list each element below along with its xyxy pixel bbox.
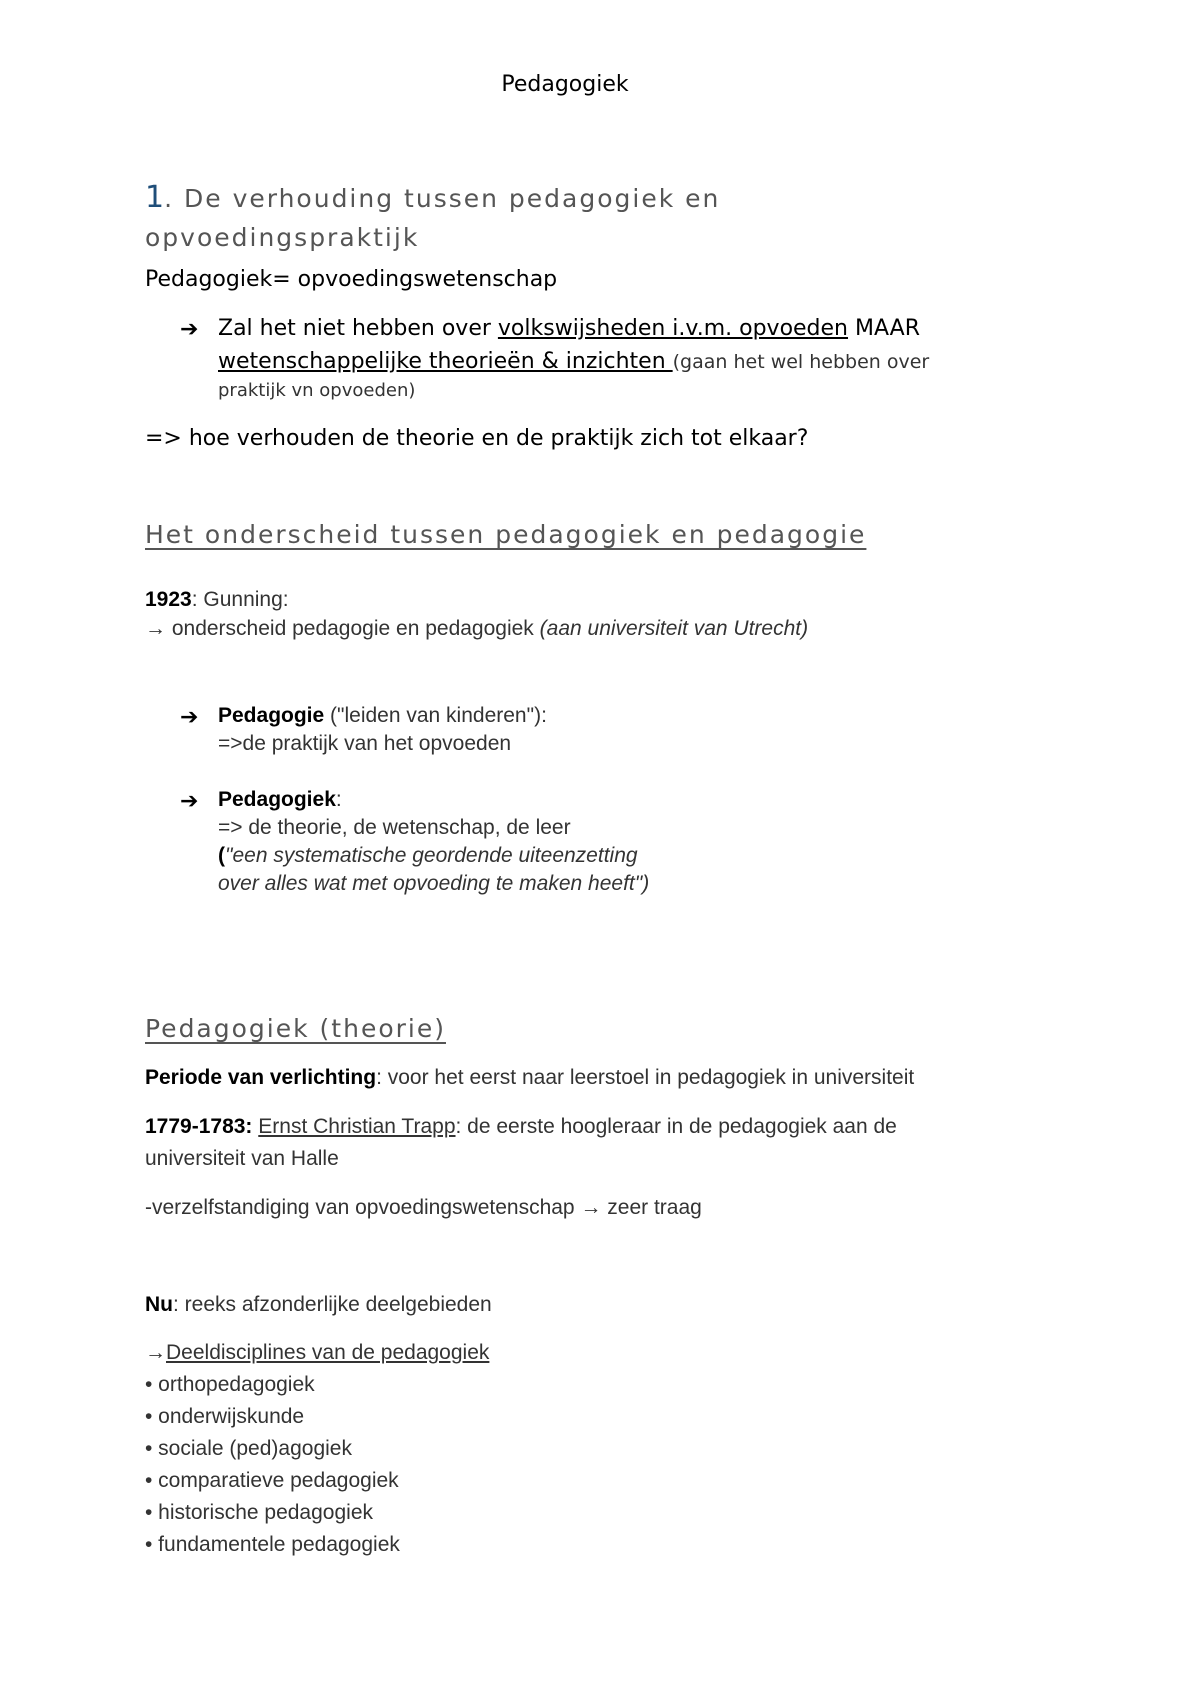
- subdisciplines-heading: [145, 1341, 489, 1365]
- item2-line4: over alles wat met opvoeding te maken heeft"): [218, 872, 650, 895]
- bullet-note-1: (gaan het wel hebben over: [672, 351, 930, 373]
- item2-quote-1: "een systematische geordende uiteenzetting: [225, 844, 638, 867]
- list-item: • orthopedagogiek: [145, 1373, 315, 1396]
- section1-definition: Pedagogiek= opvoedingswetenschap: [145, 267, 558, 292]
- item2-open-paren: (: [218, 844, 225, 867]
- section1-heading: [145, 180, 720, 215]
- trapp-name: Ernst Christian Trapp: [258, 1115, 456, 1138]
- list-item: • fundamentele pedagogiek: [145, 1533, 400, 1556]
- subdisciplines-title: Deeldisciplines van de pedagogiek: [166, 1341, 490, 1364]
- bullet-underline-1: volkswijsheden i.v.m. opvoeden: [497, 316, 849, 341]
- item1-arrow-icon: ➔: [180, 704, 199, 729]
- right-arrow-icon-2: →: [580, 1196, 602, 1219]
- section3-p2-line2: universiteit van Halle: [145, 1147, 339, 1170]
- p3-pre: -verzelfstandiging van opvoedingswetenschap: [145, 1196, 581, 1219]
- item2-arrow-icon: ➔: [180, 788, 199, 813]
- section3-p2: [145, 1115, 897, 1139]
- list-item: • historische pedagogiek: [145, 1501, 373, 1524]
- p3-rest: zeer traag: [601, 1196, 702, 1219]
- section1-number: 1: [145, 180, 165, 215]
- item1-term: Pedagogie: [218, 704, 325, 727]
- section1-bullet-line1: [218, 316, 920, 341]
- distinction-text: onderscheid pedagogie en pedagogiek: [166, 617, 540, 640]
- section1-question: => hoe verhouden de theorie en de praktijk zich tot elkaar?: [145, 426, 809, 451]
- section1-bullet-line2: [218, 349, 929, 374]
- item1-rest: ("leiden van kinderen"):: [324, 704, 547, 727]
- section1-bullet-note-2: praktijk vn opvoeden): [218, 380, 416, 401]
- year-1923: 1923: [145, 588, 192, 611]
- p2-bold: 1779-1783:: [145, 1115, 253, 1138]
- item2-line3: [218, 844, 638, 868]
- item2-rest: :: [335, 788, 342, 811]
- section3-p3: [145, 1196, 702, 1220]
- p2-rest: : de eerste hoogleraar in de pedagogiek aan de: [455, 1115, 897, 1138]
- section3-p4: [145, 1293, 492, 1317]
- bullet-text: Zal het niet hebben over: [218, 316, 498, 341]
- right-arrow-icon-3: →: [145, 1341, 166, 1364]
- bullet-underline-2: wetenschappelijke theorieën & inzichten: [218, 349, 673, 374]
- item2-line1: [218, 788, 342, 812]
- section1-bullet-arrow-icon: ➔: [180, 316, 199, 341]
- section3-heading: Pedagogiek (theorie): [145, 1014, 446, 1043]
- item2-line2: => de theorie, de wetenschap, de leer: [218, 816, 571, 839]
- section1-heading-line2: opvoedingspraktijk: [145, 223, 420, 252]
- page-header-title: Pedagogiek: [501, 72, 629, 97]
- item1-line1: [218, 704, 547, 728]
- p4-rest: : reeks afzonderlijke deelgebieden: [173, 1293, 492, 1316]
- p4-bold: Nu: [145, 1293, 173, 1316]
- list-item: • onderwijskunde: [145, 1405, 305, 1428]
- item2-term: Pedagogiek: [218, 788, 336, 811]
- distinction-italic: (aan universiteit van Utrecht): [539, 617, 809, 640]
- item1-line2: =>de praktijk van het opvoeden: [218, 732, 512, 755]
- section2-heading: Het onderscheid tussen pedagogiek en pedagogie: [145, 520, 867, 549]
- section1-heading-line1: . De verhouding tussen pedagogiek en: [164, 184, 721, 213]
- bullet-mid: MAAR: [848, 316, 920, 341]
- section3-p1: [145, 1066, 914, 1090]
- section2-distinction: [145, 617, 808, 641]
- year-rest: : Gunning:: [191, 588, 289, 611]
- right-arrow-icon: →: [145, 617, 166, 640]
- list-item: • sociale (ped)agogiek: [145, 1437, 352, 1460]
- list-item: • comparatieve pedagogiek: [145, 1469, 399, 1492]
- p1-bold: Periode van verlichting: [145, 1066, 377, 1089]
- section2-year-line: [145, 588, 289, 612]
- p1-rest: : voor het eerst naar leerstoel in pedagogiek in universiteit: [376, 1066, 915, 1089]
